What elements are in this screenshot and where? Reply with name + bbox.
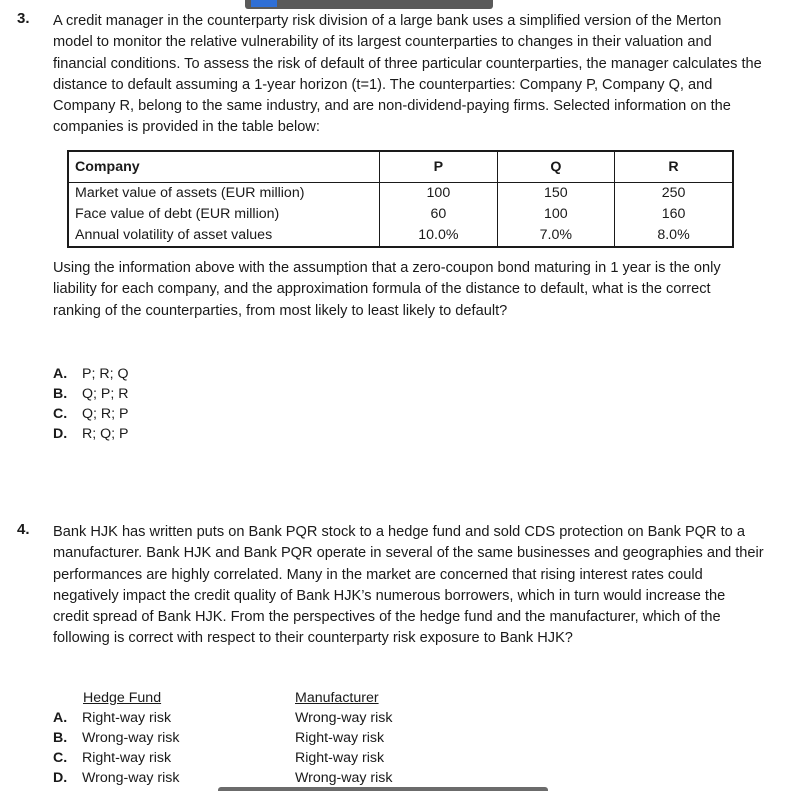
answer-option-d[interactable]: [53, 424, 129, 444]
company-data-table: [67, 150, 734, 248]
stem-line: manufacturer. Bank HJK and Bank PQR operate in several of the same businesses and geographies and their: [53, 545, 764, 562]
hedge-fund-header: Hedge Fund: [83, 690, 162, 706]
stem-line: companies is provided in the table below:: [53, 119, 320, 136]
table-cell: Market value of assets (EUR million): [75, 185, 305, 201]
answer-option-c[interactable]: [53, 404, 129, 424]
prompt-line: ranking of the counterparties, from most likely to least likely to default?: [53, 302, 508, 319]
option-letter: B.: [53, 386, 68, 402]
option-text: Q; R; P: [82, 406, 129, 422]
option-text: Q; P; R: [82, 386, 129, 402]
hedge-fund-answer: Right-way risk: [82, 750, 172, 766]
answer-option-b[interactable]: [53, 384, 129, 404]
stem-line: performances are highly correlated. Many in the market are concerned that rising interest rates could: [53, 566, 703, 583]
stem-line: financial conditions. To assess the risk of default of three particular counterparties, the manager calculates the: [53, 55, 762, 72]
prompt-line: liability for each company, and the approximation formula of the distance to default, what is the correct: [53, 281, 711, 298]
table-header: Company: [68, 151, 380, 183]
stem-line: A credit manager in the counterparty risk division of a large bank uses a simplified version of the Merton: [53, 13, 722, 29]
viewer-tab-indicator: [251, 0, 277, 7]
question-3-prompt: [53, 258, 721, 322]
table-row: [68, 183, 733, 205]
manufacturer-header: Manufacturer: [295, 690, 379, 706]
table-header: P: [380, 151, 497, 183]
option-letter: C.: [53, 406, 68, 422]
answer-option-c[interactable]: [53, 748, 393, 768]
answer-option-b[interactable]: [53, 728, 393, 748]
stem-line: negatively impact the credit quality of Bank HJK’s numerous borrowers, which in turn would increase the: [53, 587, 726, 604]
question-4-stem: [53, 522, 764, 650]
option-letter: D.: [53, 426, 68, 442]
question-3-options: [53, 364, 129, 444]
answer-option-a[interactable]: [53, 364, 129, 384]
option-letter: D.: [53, 770, 68, 786]
table-cell: 150: [497, 183, 614, 205]
question-3-number: 3.: [17, 10, 30, 27]
manufacturer-answer: Wrong-way risk: [295, 710, 393, 726]
table-cell: 160: [615, 204, 733, 225]
viewer-top-bar: [245, 0, 493, 9]
answer-option-d[interactable]: [53, 768, 393, 788]
answer-option-a[interactable]: [53, 708, 393, 728]
table-cell: 7.0%: [497, 225, 614, 247]
table-cell: Annual volatility of asset values: [75, 227, 273, 243]
hedge-fund-answer: Wrong-way risk: [82, 730, 180, 746]
table-cell: 100: [380, 183, 497, 205]
option-letter: C.: [53, 750, 68, 766]
option-text: R; Q; P: [82, 426, 129, 442]
stem-line: model to monitor the relative vulnerability of its largest counterparties to changes in their valuation and: [53, 34, 712, 51]
stem-line: distance to default assuming a 1-year horizon (t=1). The counterparties: Company P, Company Q, and: [53, 76, 713, 93]
option-letter: B.: [53, 730, 68, 746]
question-4-options: [53, 708, 393, 788]
stem-line: Bank HJK has written puts on Bank PQR stock to a hedge fund and sold CDS protection on Bank PQR to a: [53, 524, 745, 540]
question-3-stem: [53, 11, 762, 139]
hedge-fund-answer: Right-way risk: [82, 710, 172, 726]
table-header-row: [68, 151, 733, 183]
stem-line: Company R, belong to the same industry, and are non-dividend-paying firms. Selected information on the: [53, 98, 731, 115]
table-cell: Face value of debt (EUR million): [75, 206, 280, 222]
table-cell: 10.0%: [380, 225, 497, 247]
table-cell: 100: [497, 204, 614, 225]
table-cell: 60: [380, 204, 497, 225]
prompt-line: Using the information above with the assumption that a zero-coupon bond maturing in 1 year is the only: [53, 260, 721, 276]
table-row: [68, 204, 733, 225]
table-header: Q: [497, 151, 614, 183]
stem-line: credit spread of Bank HJK. From the perspectives of the hedge fund and the manufacturer, which of the: [53, 609, 721, 626]
manufacturer-answer: Right-way risk: [295, 730, 385, 746]
table-header: R: [615, 151, 733, 183]
option-text: P; R; Q: [82, 366, 129, 382]
table-row: [68, 225, 733, 247]
viewer-bottom-bar: [218, 787, 548, 791]
table-cell: 8.0%: [615, 225, 733, 247]
question-4-number: 4.: [17, 521, 30, 538]
hedge-fund-answer: Wrong-way risk: [82, 770, 180, 786]
table-cell: 250: [615, 183, 733, 205]
manufacturer-answer: Right-way risk: [295, 750, 385, 766]
manufacturer-answer: Wrong-way risk: [295, 770, 393, 786]
option-letter: A.: [53, 366, 68, 382]
option-letter: A.: [53, 710, 68, 726]
stem-line: following is correct with respect to their counterparty risk exposure to Bank HJK?: [53, 630, 573, 647]
